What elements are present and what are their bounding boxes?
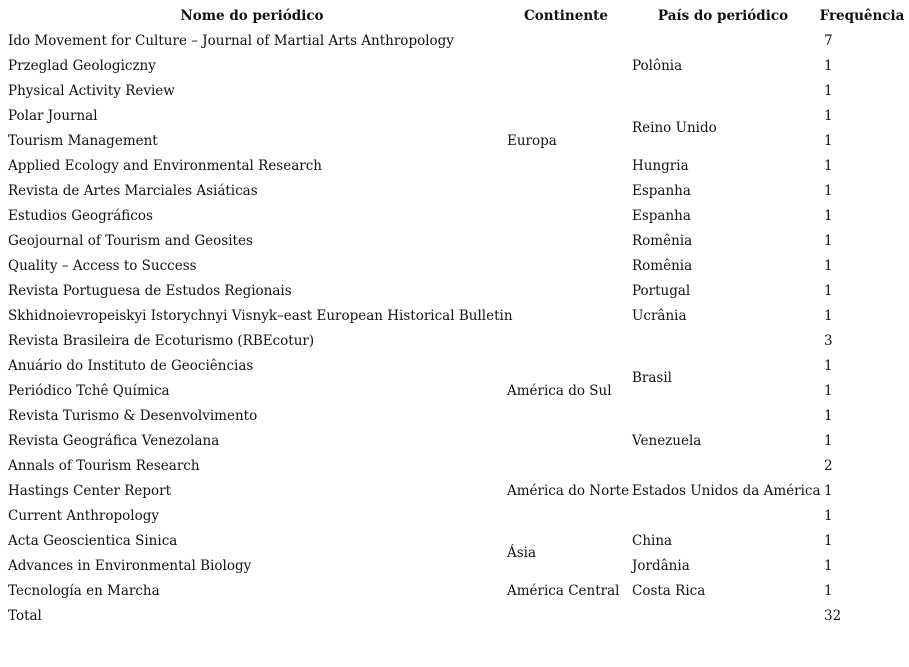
continent-cell: América Central bbox=[507, 583, 620, 599]
frequency-cell: 1 bbox=[824, 283, 833, 299]
journal-name-cell: Geojournal of Tourism and Geosites bbox=[8, 233, 253, 249]
journal-name-cell: Ido Movement for Culture – Journal of Martial Arts Anthropology bbox=[8, 33, 454, 49]
journal-name-cell: Quality – Access to Success bbox=[8, 258, 197, 274]
frequency-cell: 1 bbox=[824, 533, 833, 549]
header-journal-name: Nome do periódico bbox=[180, 8, 324, 24]
country-cell: Romênia bbox=[632, 233, 693, 249]
frequency-cell: 1 bbox=[824, 508, 833, 524]
frequency-cell: 1 bbox=[824, 158, 833, 174]
frequency-cell: 1 bbox=[824, 358, 833, 374]
journal-name-cell: Polar Journal bbox=[8, 108, 98, 124]
country-cell: Espanha bbox=[632, 208, 691, 224]
frequency-cell: 1 bbox=[824, 183, 833, 199]
country-cell: Brasil bbox=[632, 370, 672, 386]
journal-name-cell: Revista Brasileira de Ecoturismo (RBEcotur) bbox=[8, 333, 315, 349]
frequency-cell: 1 bbox=[824, 233, 833, 249]
journal-name-cell: Revista de Artes Marciales Asiáticas bbox=[8, 183, 258, 199]
country-cell: Costa Rica bbox=[632, 583, 706, 599]
journal-name-cell: Skhidnoievropeiskyi Istorychnyi Visnyk–east European Historical Bulletin bbox=[8, 308, 513, 324]
journal-name-cell: Przeglad Geologiczny bbox=[8, 58, 156, 74]
frequency-cell: 1 bbox=[824, 133, 833, 149]
frequency-cell: 1 bbox=[824, 258, 833, 274]
journal-name-cell: Estudios Geográficos bbox=[8, 208, 153, 224]
country-cell: Jordânia bbox=[632, 558, 690, 574]
country-cell: Polônia bbox=[632, 58, 683, 74]
header-continent: Continente bbox=[524, 8, 608, 24]
frequency-cell: 1 bbox=[824, 583, 833, 599]
journal-name-cell: Tourism Management bbox=[8, 133, 158, 149]
journal-name-cell: Current Anthropology bbox=[8, 508, 159, 524]
country-cell: China bbox=[632, 533, 673, 549]
frequency-cell: 1 bbox=[824, 108, 833, 124]
frequency-cell: 1 bbox=[824, 483, 833, 499]
country-cell: Espanha bbox=[632, 183, 691, 199]
country-cell: Hungria bbox=[632, 158, 689, 174]
country-cell: Venezuela bbox=[632, 433, 702, 449]
frequency-cell: 7 bbox=[824, 33, 833, 49]
frequency-cell: 1 bbox=[824, 208, 833, 224]
total-frequency: 32 bbox=[824, 608, 842, 624]
journal-name-cell: Revista Turismo & Desenvolvimento bbox=[8, 408, 258, 424]
country-cell: Portugal bbox=[632, 283, 691, 299]
continent-cell: América do Norte bbox=[507, 483, 630, 499]
frequency-cell: 1 bbox=[824, 558, 833, 574]
journal-name-cell: Physical Activity Review bbox=[8, 83, 175, 99]
frequency-cell: 1 bbox=[824, 308, 833, 324]
journal-name-cell: Periódico Tchê Química bbox=[8, 383, 170, 399]
continent-cell: América do Sul bbox=[507, 383, 612, 399]
country-cell: Ucrânia bbox=[632, 308, 687, 324]
frequency-cell: 2 bbox=[824, 458, 833, 474]
journal-name-cell: Applied Ecology and Environmental Research bbox=[8, 158, 322, 174]
journal-name-cell: Hastings Center Report bbox=[8, 483, 172, 499]
total-label: Total bbox=[8, 608, 42, 624]
journal-name-cell: Advances in Environmental Biology bbox=[8, 558, 252, 574]
journal-name-cell: Tecnología en Marcha bbox=[8, 583, 160, 599]
journal-name-cell: Anuário do Instituto de Geociências bbox=[8, 358, 254, 374]
frequency-cell: 1 bbox=[824, 383, 833, 399]
continent-cell: Ásia bbox=[507, 545, 537, 561]
header-frequency: Frequência bbox=[819, 8, 905, 24]
country-cell: Estados Unidos da América bbox=[632, 483, 821, 499]
continent-cell: Europa bbox=[507, 133, 557, 149]
journal-name-cell: Annals of Tourism Research bbox=[8, 458, 200, 474]
frequency-cell: 1 bbox=[824, 83, 833, 99]
country-cell: Romênia bbox=[632, 258, 693, 274]
journal-name-cell: Revista Geográfica Venezolana bbox=[8, 433, 220, 449]
frequency-cell: 1 bbox=[824, 408, 833, 424]
frequency-cell: 1 bbox=[824, 433, 833, 449]
frequency-cell: 1 bbox=[824, 58, 833, 74]
journal-name-cell: Revista Portuguesa de Estudos Regionais bbox=[8, 283, 292, 299]
country-cell: Reino Unido bbox=[632, 120, 717, 136]
header-country: País do periódico bbox=[657, 8, 789, 24]
frequency-cell: 3 bbox=[824, 333, 833, 349]
journal-name-cell: Acta Geoscientica Sinica bbox=[8, 533, 178, 549]
